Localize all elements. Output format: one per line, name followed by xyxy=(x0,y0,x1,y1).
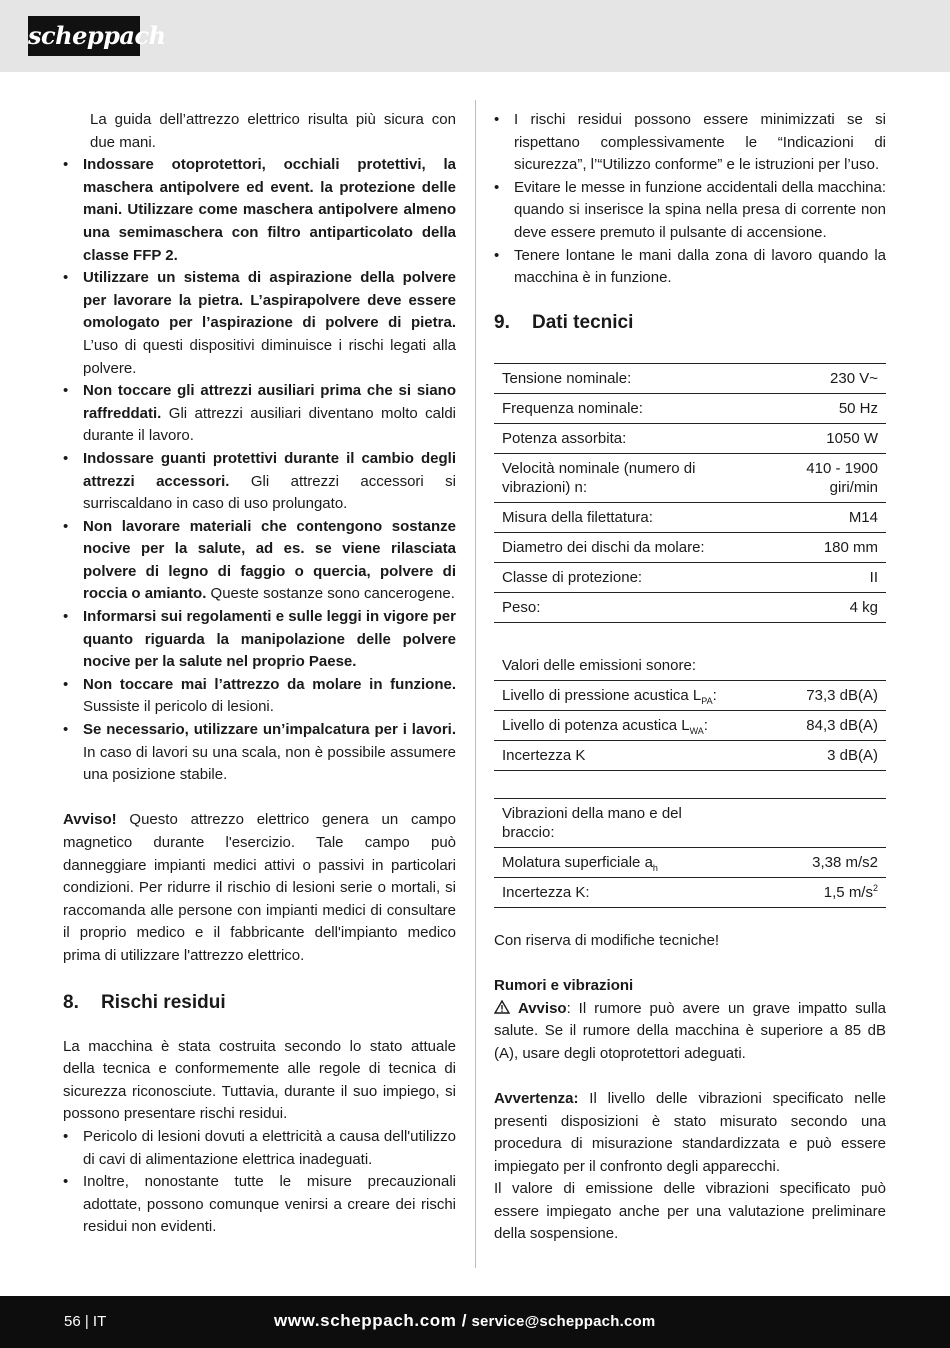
vib-label: Incertezza K: xyxy=(494,877,730,907)
spec-value: 50 Hz xyxy=(750,393,886,423)
vib-value: 1,5 $m/s^2$ xyxy=(730,877,886,907)
residual-risk-list-cont xyxy=(494,109,886,290)
warning-triangle-icon xyxy=(494,1000,510,1014)
residual-risk-list xyxy=(63,1126,456,1239)
spec-row xyxy=(494,592,886,622)
risk-item: • Pericolo di lesioni dovuti a elettricità a causa dell'utilizzo di cavi di alimentazione elettrica inadeguati. xyxy=(63,1126,456,1171)
noise-label: Livello di pressione acustica $L_{PA}$: xyxy=(494,680,778,710)
vib-header-row xyxy=(494,798,886,847)
noise-vibration-title: Rumori e vibrazioni xyxy=(494,976,634,994)
vib-header: Vibrazioni della mano e del braccio: xyxy=(494,798,730,847)
column-divider xyxy=(475,100,476,1268)
spec-row xyxy=(494,562,886,592)
section-9-title: 9. Dati tecnici xyxy=(494,311,634,333)
noise-value: 73,3 dB(A) xyxy=(778,680,886,710)
magnetic-notice: Avviso! Questo attrezzo elettrico genera un campo magnetico durante l'esercizio. Tale campo può danneggiare impianti medici attivi o passivi in particolari condizioni. Per ridurre il rischio di lesioni serie o mortali, si raccomanda alle persone con impianti medici di consultare il proprio medico e il fabbricante dell'impianto medico prima di utilizzare l'attrezzo elettrico. xyxy=(63,811,456,964)
spec-label: Classe di protezione: xyxy=(494,562,750,592)
spec-value: M14 xyxy=(750,502,886,532)
noise-label: Incertezza K xyxy=(494,740,778,770)
spec-value: 4 kg xyxy=(750,592,886,622)
safety-item: • Informarsi sui regolamenti e sulle leggi in vigore per quanto riguarda la manipolazione delle polvere nocive per la salute nel proprio Paese. xyxy=(63,606,456,674)
noise-row xyxy=(494,740,886,770)
spec-row xyxy=(494,363,886,393)
spec-label: Tensione nominale: xyxy=(494,363,750,393)
vibration-caution: Avvertenza: Il livello delle vibrazioni specificato nelle presenti disposizioni è stato misurato secondo una procedura di misurazione standardizzata e può essere impiegato per il confronto degli apparecchi. xyxy=(494,1089,886,1175)
spec-value: 180 mm xyxy=(750,532,886,562)
safety-item: • Non toccare gli attrezzi ausiliari prima che si siano raffreddati. Gli attrezzi ausiliari diventano molto caldi durante il lavoro. xyxy=(63,380,456,448)
spec-label: Velocità nominale (numero di vibrazioni) n: xyxy=(494,453,750,502)
spec-value: 410 - 1900 giri/min xyxy=(750,453,886,502)
vib-value: 3,38 m/s2 xyxy=(730,847,886,877)
noise-row xyxy=(494,710,886,740)
vib-row xyxy=(494,847,886,877)
spec-value: II xyxy=(750,562,886,592)
noise-header-row xyxy=(494,651,886,681)
vib-row xyxy=(494,877,886,907)
spec-row xyxy=(494,423,886,453)
spec-label: Frequenza nominale: xyxy=(494,393,750,423)
safety-item: • Se necessario, utilizzare un’impalcatura per i lavori. In caso di lavori su una scala, non è possibile assumere una posizione stabile. xyxy=(63,719,456,787)
spec-value: 230 V~ xyxy=(750,363,886,393)
safety-item: • Indossare guanti protettivi durante il cambio degli attrezzi accessori. Gli attrezzi accessori si surriscaldano in caso di uso prolungato. xyxy=(63,448,456,516)
right-column xyxy=(494,109,886,1246)
safety-list xyxy=(63,154,456,787)
vibration-table xyxy=(494,798,886,908)
noise-row xyxy=(494,680,886,710)
safety-item: • Non toccare mai l’attrezzo da molare in funzione. Sussiste il pericolo di lesioni. xyxy=(63,674,456,719)
technical-data-table xyxy=(494,363,886,623)
spec-row xyxy=(494,502,886,532)
noise-value: 3 dB(A) xyxy=(778,740,886,770)
page-number: 56 | IT xyxy=(64,1313,107,1330)
notice-label: Avviso! xyxy=(63,811,117,829)
noise-warning: Avviso: Il rumore può avere un grave impatto sulla salute. Se il rumore della macchina è superiore a 85 dB (A), usare degli otoprotettori adeguati. xyxy=(494,999,886,1062)
safety-item: • Utilizzare un sistema di aspirazione della polvere per lavorare la pietra. L’aspirapolvere deve essere omologato per l’aspirazione di polvere di pietra. L’uso di questi dispositivi diminuisce i rischi legati alla polvere. xyxy=(63,267,456,380)
spec-row xyxy=(494,453,886,502)
risk-item: • Evitare le messe in funzione accidentali della macchina: quando si inserisce la spina nella presa di corrente non deve essere premuto il pulsante di accensione. xyxy=(494,177,886,245)
spec-label: Peso: xyxy=(494,592,750,622)
noise-value: 84,3 dB(A) xyxy=(778,710,886,740)
vib-label: Molatura superficiale $a_h$ xyxy=(494,847,730,877)
intro-text: La guida dell’attrezzo elettrico risulta più sicura con due mani. xyxy=(90,111,456,151)
page-header xyxy=(0,0,950,72)
page-footer xyxy=(0,1296,950,1348)
spec-label: Diametro dei dischi da molare: xyxy=(494,532,750,562)
risk-item: • I rischi residui possono essere minimizzati se si rispettano complessivamente le “Indicazioni di sicurezza”, l’“Utilizzo conforme” e le istruzioni per l’uso. xyxy=(494,109,886,177)
spec-row xyxy=(494,532,886,562)
website-link[interactable]: www.scheppach.com / service@scheppach.com xyxy=(274,1311,656,1330)
noise-label: Livello di potenza acustica $L_{WA}$: xyxy=(494,710,778,740)
service-email: service@scheppach.com xyxy=(467,1313,656,1330)
spec-row xyxy=(494,393,886,423)
spec-label: Potenza assorbita: xyxy=(494,423,750,453)
reserve-note: Con riserva di modifiche tecniche! xyxy=(494,931,720,949)
vibration-caution-2: Il valore di emissione delle vibrazioni specificato può essere impiegato anche per una valutazione preliminare della sospensione. xyxy=(494,1180,886,1243)
scheppach-logo: scheppach xyxy=(28,16,140,56)
risk-item: • Tenere lontane le mani dalla zona di lavoro quando la macchina è in funzione. xyxy=(494,245,886,290)
noise-table xyxy=(494,651,886,771)
risk-item: • Inoltre, nonostante tutte le misure precauzionali adottate, possono comunque venirsi a creare dei rischi residui non evidenti. xyxy=(63,1171,456,1239)
spec-value: 1050 W xyxy=(750,423,886,453)
section-8-title: 8. Rischi residui xyxy=(63,991,226,1013)
residual-risk-intro: La macchina è stata costruita secondo lo stato attuale della tecnica e conformemente alle regole di tecnica di sicurezza riconosciute. Tuttavia, durante il suo impiego, si possono presentare rischi residui. xyxy=(63,1037,456,1123)
safety-item: • Indossare otoprotettori, occhiali protettivi, la maschera antipolvere ed event. la protezione delle mani. Utilizzare come maschera antipolvere almeno una semimaschera con filtro antiparticolato della classe FFP 2. xyxy=(63,154,456,267)
spec-label: Misura della filettatura: xyxy=(494,502,750,532)
left-column xyxy=(63,109,456,1239)
noise-header: Valori delle emissioni sonore: xyxy=(494,651,886,681)
safety-item: • Non lavorare materiali che contengono sostanze nocive per la salute, ad es. se viene rilasciata polvere di legno di faggio o quercia, polvere di roccia o amianto. Queste sostanze sono cancerogene. xyxy=(63,516,456,606)
